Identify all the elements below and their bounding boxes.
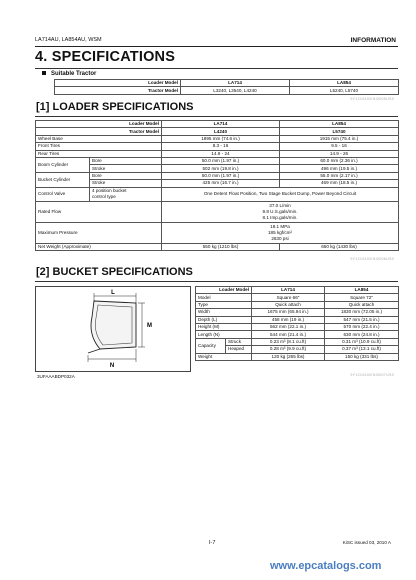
table-cell: Tractor Model <box>55 87 181 94</box>
table-cell: 120 kg (265 lbs) <box>252 353 325 360</box>
table-cell: 0.23 m³ (8.1 cu.ft) <box>252 338 325 345</box>
table-cell: LA854 <box>280 121 399 128</box>
table-cell: Width <box>196 309 252 316</box>
table-row <box>55 80 399 87</box>
table-row <box>55 87 399 94</box>
pressure-line: 18.1 MPa <box>270 223 290 229</box>
table-row <box>196 353 399 360</box>
table-row <box>36 121 399 128</box>
table-row <box>36 143 399 150</box>
table-row <box>196 301 399 308</box>
table-row <box>36 128 399 135</box>
table-cell: 469 mm (18.5 in.) <box>280 180 399 187</box>
table-cell: 55.0 mm (2.17 in.) <box>280 172 399 179</box>
pressure-line: 185 kgf/cm² <box>268 229 292 235</box>
table-cell: 425 mm (16.7 in.) <box>162 180 280 187</box>
table-cell: Rear Tires <box>36 150 162 157</box>
table-cell: Stroke <box>90 165 162 172</box>
rated-flow-line: 9.8 U.S.gals/min. <box>262 208 298 214</box>
table-row <box>36 157 399 164</box>
table-cell: 1675 mm (65.94 in.) <box>252 309 325 316</box>
control-valve-sub2: control type <box>92 194 116 200</box>
table-cell: Heaped <box>226 346 252 353</box>
table-cell: 50.0 mm (1.97 in.) <box>162 172 280 179</box>
header-model-list: LA714AU, LA854AU, WSM <box>35 37 102 43</box>
table-cell: 8.3 - 16 <box>162 143 280 150</box>
bucket-drawing <box>36 287 190 371</box>
table-cell: LA714 <box>252 287 325 294</box>
pressure-line: 2630 psi <box>271 235 289 241</box>
page-number: I-7 <box>209 540 216 546</box>
table-cell: 496 mm (19.5 in.) <box>280 165 399 172</box>
table-cell: Wheel Base <box>36 135 162 142</box>
table-cell: 547 mm (21.5 in.) <box>325 316 399 323</box>
label-l: L <box>111 290 115 296</box>
table-cell: 1895 mm (74.6 in.) <box>162 135 280 142</box>
page-title: 4. SPECIFICATIONS <box>35 49 176 65</box>
table-cell: L3240, L3540, L4240 <box>181 87 290 94</box>
table-cell: LA854 <box>290 80 399 87</box>
table-cell: 650 kg (1430 lbs) <box>280 243 399 250</box>
table-cell: Quick attach <box>252 301 325 308</box>
table-cell: Loader Model <box>36 121 162 128</box>
table-cell: 570 mm (22.4 in.) <box>325 323 399 330</box>
bucket-cutting-edge <box>88 349 100 353</box>
table-cell: 1915 mm (75.4 in.) <box>280 135 399 142</box>
reference-code: 9Y1210402INI0006US0 <box>350 257 394 261</box>
table-cell: L4240 <box>162 128 280 135</box>
table-cell: 0.37 m³ (13.1 cu.ft) <box>325 346 399 353</box>
bucket-spec-table <box>195 286 399 361</box>
table-cell: Square 72" <box>325 294 399 301</box>
table-row <box>36 222 399 243</box>
table-row <box>36 187 399 201</box>
table-cell: Model <box>196 294 252 301</box>
table-cell: Struck <box>226 338 252 345</box>
table-row <box>196 294 399 301</box>
table-cell: Capacity <box>196 338 226 353</box>
table-cell: 630 mm (24.8 in.) <box>325 331 399 338</box>
table-row <box>36 201 399 222</box>
table-cell: One Detent Float Position, Two Stage Bucket Dump, Power Beyond Circuit <box>162 187 399 201</box>
loader-spec-heading: [1] LOADER SPECIFICATIONS <box>36 101 194 113</box>
table-cell: LA714 <box>181 80 290 87</box>
table-cell: 458 mm (19 in.) <box>252 316 325 323</box>
subsection-label: Suitable Tractor <box>51 71 97 77</box>
control-valve-sub1: 4 position bucket <box>92 188 127 194</box>
table-row <box>196 346 399 353</box>
table-cell: 544 mm (21.4 in.) <box>252 331 325 338</box>
label-n: N <box>109 363 115 369</box>
table-row <box>36 180 399 187</box>
table-cell: Quick attach <box>325 301 399 308</box>
table-cell <box>162 222 399 243</box>
table-row <box>196 338 399 345</box>
table-cell: Boom Cylinder <box>36 157 90 172</box>
table-cell: Stroke <box>90 180 162 187</box>
table-cell: Bore <box>90 172 162 179</box>
table-cell: Type <box>196 301 252 308</box>
table-row <box>36 150 399 157</box>
table-cell <box>90 187 162 201</box>
bucket-diagram <box>35 286 191 372</box>
rated-flow-line: 8.1 Imp.gals/min. <box>262 214 298 220</box>
subsection-heading <box>42 71 96 77</box>
table-cell: Control Valve <box>36 187 90 201</box>
table-cell: L5740 <box>280 128 399 135</box>
table-cell: Rated Flow <box>36 201 162 222</box>
table-cell: 502 mm (19.8 in.) <box>162 165 280 172</box>
table-cell: 9.5 - 16 <box>280 143 399 150</box>
figure-caption: 3UFAAABDP032A <box>37 374 75 379</box>
table-cell: Depth (L) <box>196 316 252 323</box>
header-section-name: INFORMATION <box>350 37 396 44</box>
table-cell: 0.28 m³ (9.9 cu.ft) <box>252 346 325 353</box>
table-cell: LA854 <box>325 287 399 294</box>
section-rule <box>35 281 398 282</box>
table-cell: LA714 <box>162 121 280 128</box>
table-cell: Bucket Cylinder <box>36 172 90 187</box>
table-cell: 562 mm (22.1 in.) <box>252 323 325 330</box>
bullet-square-icon <box>42 71 46 75</box>
table-cell: Loader Model <box>196 287 252 294</box>
title-rule <box>35 68 398 69</box>
table-row <box>36 172 399 179</box>
label-m: M <box>147 323 152 329</box>
watermark-link[interactable]: www.epcatalogs.com <box>270 560 382 572</box>
table-cell: Net Weight (Approximate) <box>36 243 162 250</box>
table-cell: Height (M) <box>196 323 252 330</box>
table-row <box>36 165 399 172</box>
rated-flow-line: 37.0 L/min <box>269 202 291 208</box>
table-cell: 50.0 mm (1.97 in.) <box>162 157 280 164</box>
tractor-table <box>54 79 399 95</box>
table-cell: Front Tires <box>36 143 162 150</box>
table-row <box>196 287 399 294</box>
reference-code: 9Y1210402INI0005US0 <box>350 97 394 101</box>
table-cell: 550 kg (1210 lbs) <box>162 243 280 250</box>
table-cell: 150 kg (331 lbs) <box>325 353 399 360</box>
table-cell: Weight <box>196 353 252 360</box>
table-row <box>196 316 399 323</box>
table-cell: 14.9 - 24 <box>162 150 280 157</box>
table-cell <box>162 201 399 222</box>
table-cell: Loader Model <box>55 80 181 87</box>
table-cell: 14.9 - 26 <box>280 150 399 157</box>
table-row <box>36 243 399 250</box>
table-cell: Bore <box>90 157 162 164</box>
table-cell: 1830 mm (72.05 in.) <box>325 309 399 316</box>
section-rule <box>35 116 398 117</box>
table-cell: 0.31 m³ (10.9 cu.ft) <box>325 338 399 345</box>
table-cell: L5240, L5740 <box>290 87 399 94</box>
reference-code: 9Y1210402INI0007US0 <box>350 373 394 377</box>
header-rule <box>35 46 398 47</box>
issue-note: KiSC issued 03, 2010 A <box>342 540 391 545</box>
bucket-spec-heading: [2] BUCKET SPECIFICATIONS <box>36 266 193 278</box>
loader-spec-table <box>35 120 399 251</box>
table-cell: Maximum Pressure <box>36 222 162 243</box>
table-cell: 60.0 mm (2.36 in.) <box>280 157 399 164</box>
table-row <box>196 323 399 330</box>
table-row <box>196 331 399 338</box>
table-cell: Square 66" <box>252 294 325 301</box>
table-row <box>36 135 399 142</box>
table-cell: Length (N) <box>196 331 252 338</box>
table-cell: Tractor Model <box>36 128 162 135</box>
table-row <box>196 309 399 316</box>
